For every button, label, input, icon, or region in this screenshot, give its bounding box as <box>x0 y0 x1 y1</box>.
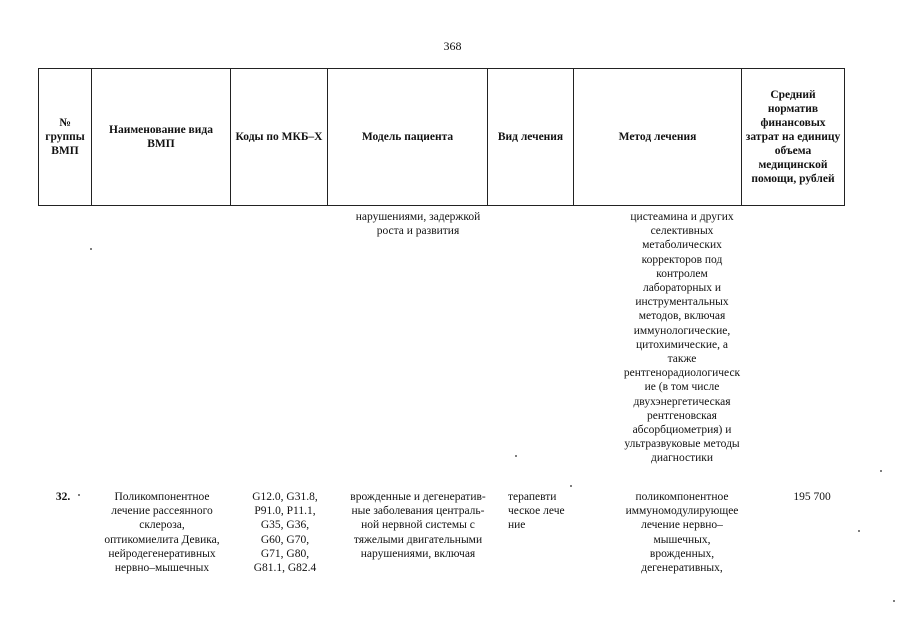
text-line: лечение рассеянного <box>111 505 213 518</box>
text-line: ультразвуковые методы <box>624 438 740 451</box>
scan-speck <box>515 455 517 457</box>
text-line: терапевти <box>508 491 557 503</box>
row-32-cost: 195 700 <box>793 491 831 503</box>
text-line: G60, G70, <box>260 533 310 546</box>
row-32-number: 32. <box>55 491 71 503</box>
text-line: иммуномодулирующее <box>625 505 739 518</box>
text-line: G71, G80, <box>260 547 310 560</box>
text-line: ные заболевания централь- <box>351 505 485 518</box>
text-line: G81.1, G82.4 <box>253 562 317 575</box>
text-line: ие (в том числе <box>644 381 720 394</box>
header-method: Метод лечения <box>574 69 742 206</box>
text-line: нарушениями, задержкой <box>355 211 481 223</box>
text-line: рентгеновская <box>647 409 717 422</box>
text-line: нарушениями, включая <box>360 547 476 560</box>
table-header <box>38 68 845 206</box>
text-line: диагностики <box>650 452 714 465</box>
header-cost: Средний норматив финансовых затрат на единицу объема медицинской помощи, рублей <box>742 69 845 206</box>
header-model: Модель пациента <box>328 69 488 206</box>
page-number: 368 <box>443 39 462 53</box>
row-32-treatment-cell <box>508 490 590 533</box>
text-line: склероза, <box>139 519 185 532</box>
text-line: рентгенорадиологическ <box>623 367 741 380</box>
text-line: врожденные и дегенератив- <box>350 491 486 503</box>
header-codes: Коды по МКБ–Х <box>231 69 328 206</box>
text-line: селективных <box>650 225 714 238</box>
row-32-name-cell <box>92 490 232 575</box>
text-line: врожденных, <box>649 547 715 560</box>
text-line: лечение нервно– <box>641 519 723 532</box>
text-line: нервно–мышечных <box>114 562 210 575</box>
text-line: ние <box>508 519 526 532</box>
continued-model-cell <box>330 210 506 238</box>
text-line: роста и развития <box>376 225 460 238</box>
text-line: оптикомиелита Девика, <box>104 533 220 546</box>
text-line: тяжелыми двигательными <box>353 533 483 546</box>
text-line: метаболических <box>642 239 722 252</box>
row-32-codes-cell <box>236 490 334 575</box>
text-line: цитохимические, а <box>636 338 728 351</box>
scan-speck <box>893 600 895 602</box>
text-line: G35, G36, <box>260 519 310 532</box>
text-line: абсорбциометрия) и <box>632 424 732 437</box>
text-line: цистеамина и других <box>630 211 734 223</box>
row-32-method-cell <box>598 490 766 575</box>
header-group-no: № группы ВМП <box>39 69 92 206</box>
scan-speck <box>570 485 572 487</box>
text-line: лабораторных и <box>642 282 722 295</box>
text-line: контролем <box>656 267 708 280</box>
text-line: мышечных, <box>653 533 711 546</box>
scan-speck <box>90 248 92 250</box>
header-treatment-type: Вид лечения <box>488 69 574 206</box>
text-line: корректоров под <box>641 253 723 266</box>
text-line: поликомпонентное <box>635 491 729 503</box>
header-name: Наименование вида ВМП <box>92 69 231 206</box>
scan-speck <box>880 470 882 472</box>
row-32-model-cell <box>333 490 503 561</box>
text-line: дегенеративных, <box>641 562 723 575</box>
text-line: иммунологические, <box>633 324 731 337</box>
scan-speck <box>78 494 80 496</box>
text-line: ной нервной системы с <box>361 519 475 532</box>
text-line: инструментальных <box>635 296 729 309</box>
text-line: методов, включая <box>638 310 726 323</box>
text-line: P91.0, P11.1, <box>254 505 316 518</box>
continued-method-cell <box>598 210 766 466</box>
text-line: также <box>667 353 697 366</box>
text-line: G12.0, G31.8, <box>252 491 318 503</box>
scan-speck <box>858 530 860 532</box>
text-line: двухэнергетическая <box>633 395 731 408</box>
text-line: нейродегенеративных <box>108 547 216 560</box>
text-line: ческое лече <box>508 505 565 518</box>
text-line: Поликомпонентное <box>114 491 210 503</box>
